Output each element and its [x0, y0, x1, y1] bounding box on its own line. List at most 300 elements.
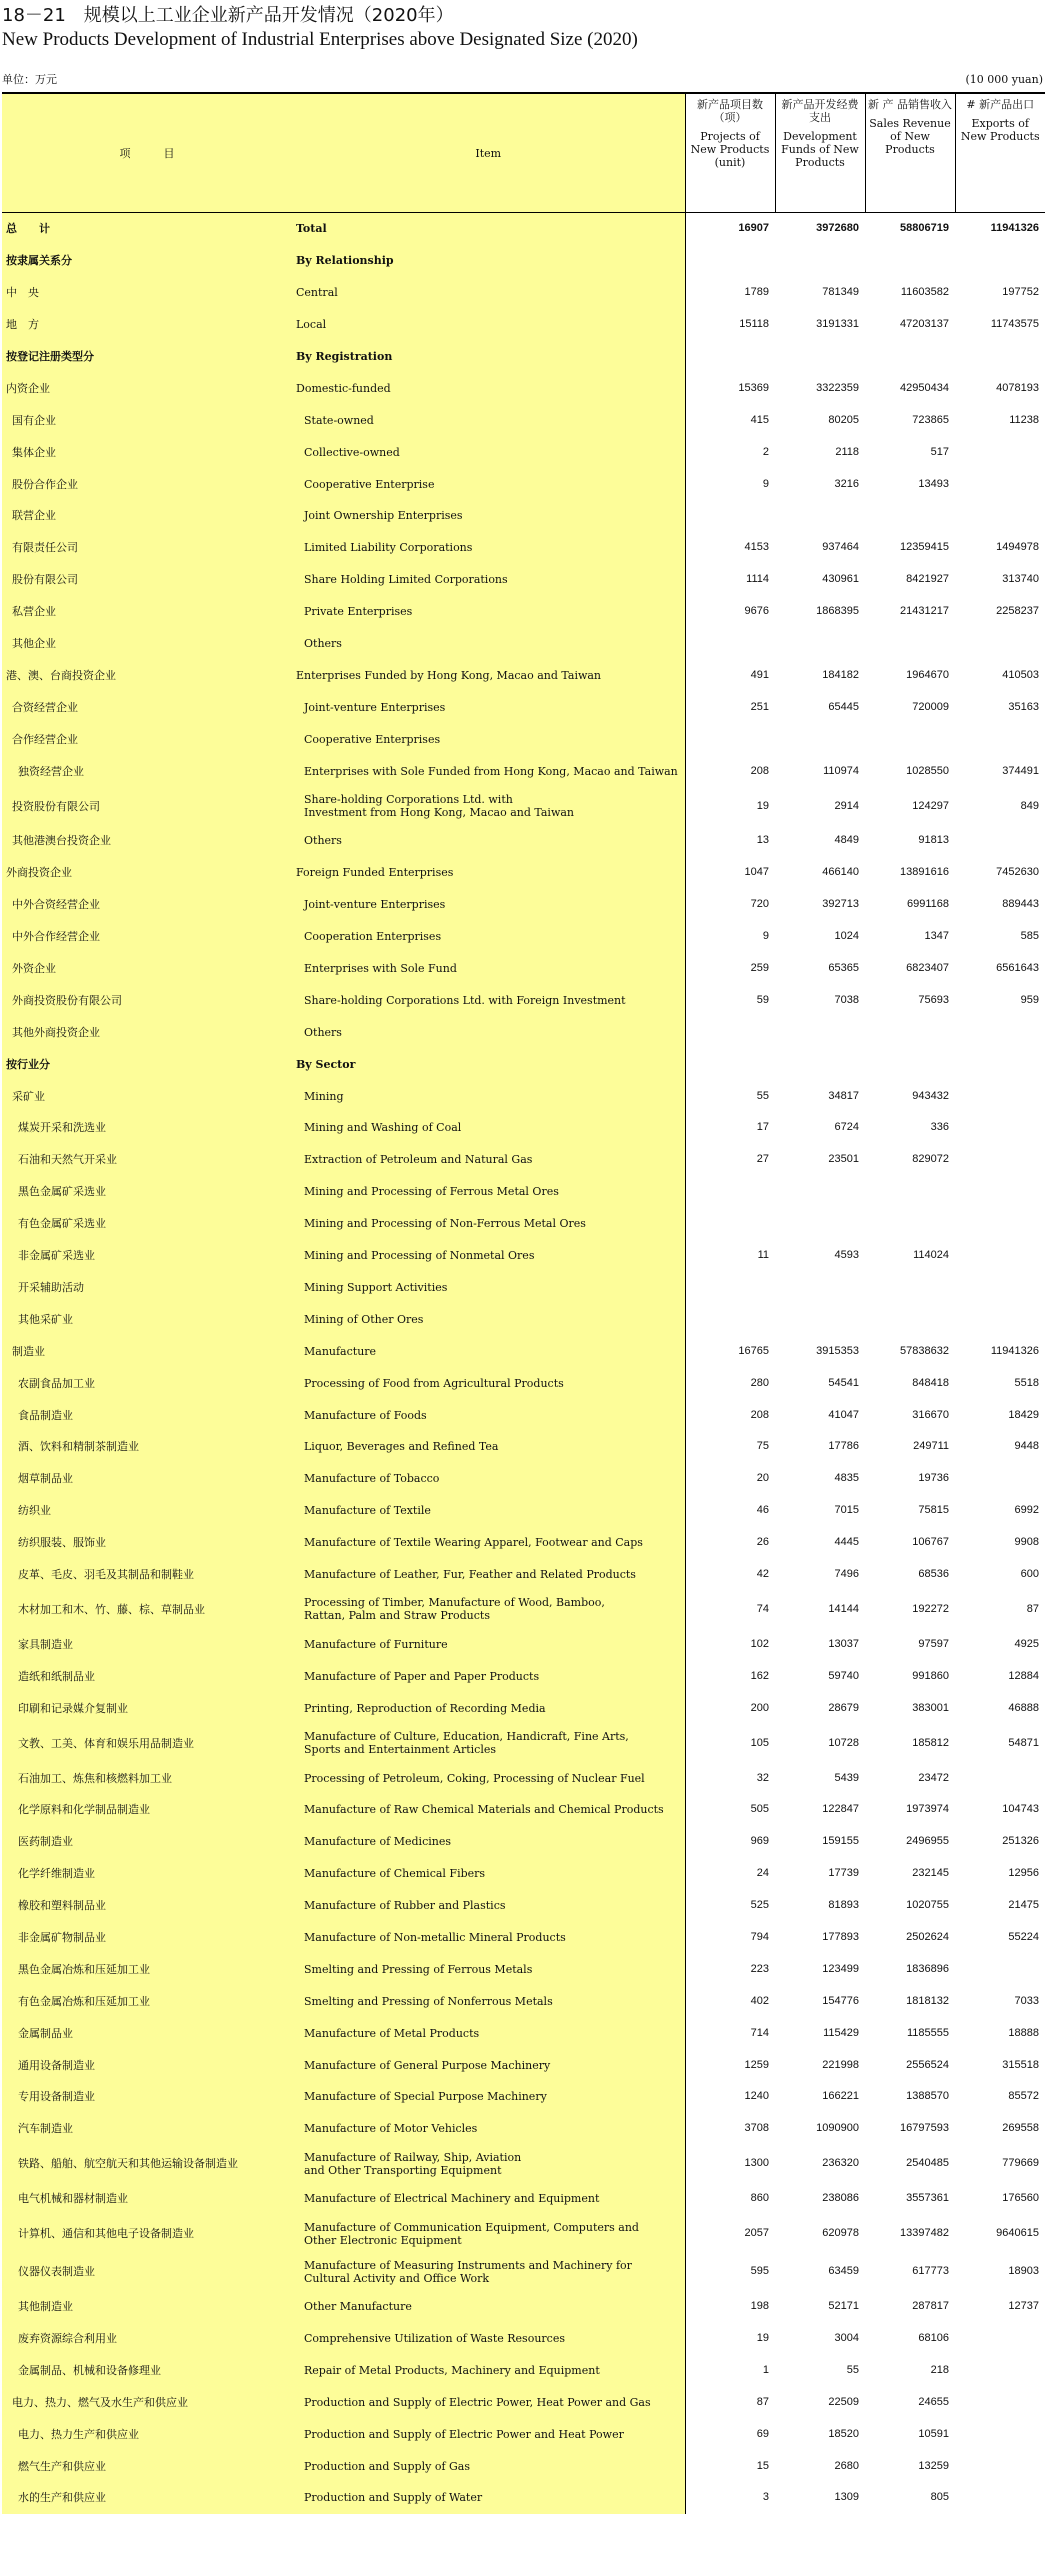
row-label-english: By Relationship	[292, 245, 685, 277]
projects-value: 102	[685, 1628, 775, 1660]
funds-value	[775, 1208, 865, 1240]
exports-value	[955, 628, 1045, 660]
row-label-english-line: Manufacture of Culture, Education, Handicraft, Fine Arts,	[304, 1730, 629, 1744]
table-row	[2, 213, 1045, 245]
row-label-english: Manufacture of Medicines	[292, 1826, 685, 1858]
projects-value: 969	[685, 1826, 775, 1858]
row-label-english: Manufacture of Textile	[292, 1495, 685, 1527]
exports-value	[955, 723, 1045, 755]
row-label-chinese: 合作经营企业	[2, 723, 292, 755]
exports-value	[955, 436, 1045, 468]
row-label-english: Mining Support Activities	[292, 1272, 685, 1304]
table-row	[2, 953, 1045, 985]
row-label-chinese: 纺织业	[2, 1495, 292, 1527]
table-row	[2, 2081, 1045, 2113]
revenue-value: 1836896	[906, 1962, 949, 1975]
funds-value: 7496	[834, 1567, 859, 1580]
funds-value: 1309	[834, 2491, 859, 2504]
projects-value: 208	[685, 755, 775, 787]
revenue-value: 106767	[912, 1536, 949, 1549]
table-row	[2, 404, 1045, 436]
revenue-value: 12359415	[900, 541, 949, 554]
exports-value	[955, 1272, 1045, 1304]
funds-value: 392713	[822, 898, 859, 911]
table-row	[2, 2017, 1045, 2049]
row-label-english-line: Manufacture of Railway, Ship, Aviation	[304, 2150, 522, 2164]
funds-value: 177893	[822, 1930, 859, 1943]
exports-value	[955, 1048, 1045, 1080]
projects-value: 259	[685, 953, 775, 985]
row-label-chinese: 纺织服装、服饰业	[2, 1527, 292, 1559]
table-header-row	[2, 93, 1045, 213]
row-label-english: Printing, Reproduction of Recording Media	[292, 1692, 685, 1724]
exports-value: 779669	[1002, 2157, 1039, 2170]
revenue-value	[865, 1048, 955, 1080]
row-label-chinese: 中外合资经营企业	[2, 889, 292, 921]
exports-value	[955, 1016, 1045, 1048]
projects-value: 505	[685, 1794, 775, 1826]
table-row	[2, 1463, 1045, 1495]
projects-value	[685, 1048, 775, 1080]
funds-value	[775, 1272, 865, 1304]
row-label-chinese: 印刷和记录媒介复制业	[2, 1692, 292, 1724]
funds-value	[775, 1176, 865, 1208]
exports-value: 374491	[1002, 764, 1039, 777]
exports-value	[955, 1176, 1045, 1208]
exports-value: 959	[1020, 993, 1039, 1006]
row-label-chinese: 非金属矿采选业	[2, 1240, 292, 1272]
revenue-value	[865, 1016, 955, 1048]
funds-value: 781349	[822, 286, 859, 299]
revenue-value: 23472	[918, 1771, 949, 1784]
row-label-chinese: 燃气生产和供应业	[2, 2450, 292, 2482]
row-label-chinese: 废弃资源综合利用业	[2, 2323, 292, 2355]
row-label-english	[292, 2253, 685, 2291]
row-label-chinese: 水的生产和供应业	[2, 2482, 292, 2514]
revenue-value: 517	[930, 445, 949, 458]
revenue-value: 336	[930, 1121, 949, 1134]
revenue-value: 58806719	[900, 222, 949, 235]
row-label-english: Others	[292, 825, 685, 857]
funds-value: 80205	[828, 413, 859, 426]
row-label-chinese: 其他港澳台投资企业	[2, 825, 292, 857]
header-projects: 新产品项目数（项） Projects of New Products (unit)	[685, 93, 775, 213]
exports-value: 12884	[1008, 1669, 1039, 1682]
funds-value: 55	[846, 2363, 859, 2376]
exports-value: 176560	[1002, 2192, 1039, 2205]
projects-value	[685, 1016, 775, 1048]
exports-value	[955, 825, 1045, 857]
row-label-english: Manufacture of Raw Chemical Materials and Chemical Products	[292, 1794, 685, 1826]
funds-value: 2118	[835, 445, 859, 458]
table-row	[2, 1335, 1045, 1367]
table-row	[2, 2113, 1045, 2145]
funds-value: 238086	[822, 2192, 859, 2205]
unit-label-english: (10 000 yuan)	[965, 73, 1043, 86]
row-label-english: Processing of Food from Agricultural Products	[292, 1367, 685, 1399]
row-label-chinese: 外商投资企业	[2, 857, 292, 889]
table-row	[2, 372, 1045, 404]
revenue-value: 68106	[918, 2331, 949, 2344]
row-label-chinese: 有限责任公司	[2, 532, 292, 564]
revenue-value: 16797593	[900, 2122, 949, 2135]
row-label-english	[292, 1590, 685, 1628]
projects-value: 491	[685, 659, 775, 691]
funds-value: 54541	[828, 1376, 859, 1389]
row-label-english-line: Manufacture of Measuring Instruments and Machinery for	[304, 2258, 632, 2272]
row-label-chinese: 文教、工美、体育和娱乐用品制造业	[2, 1724, 292, 1762]
revenue-value	[865, 500, 955, 532]
funds-value: 81893	[828, 1899, 859, 1912]
revenue-value: 218	[930, 2363, 949, 2376]
row-label-english: Manufacture of Paper and Paper Products	[292, 1660, 685, 1692]
row-label-english: Manufacture	[292, 1335, 685, 1367]
projects-value: 3	[685, 2482, 775, 2514]
revenue-value: 68536	[918, 1567, 949, 1580]
table-row	[2, 1890, 1045, 1922]
table-row	[2, 500, 1045, 532]
revenue-value: 723865	[912, 413, 949, 426]
row-label-english: Enterprises with Sole Fund	[292, 953, 685, 985]
projects-value	[685, 341, 775, 373]
funds-value: 4593	[834, 1249, 859, 1262]
table-row	[2, 2183, 1045, 2215]
row-label-chinese: 家具制造业	[2, 1628, 292, 1660]
row-label-chinese: 铁路、船舶、航空航天和其他运输设备制造业	[2, 2145, 292, 2183]
projects-value: 59	[685, 984, 775, 1016]
row-label-english	[292, 1724, 685, 1762]
revenue-value: 829072	[912, 1153, 949, 1166]
projects-value: 11	[685, 1240, 775, 1272]
revenue-value: 249711	[913, 1440, 949, 1453]
table-row	[2, 1399, 1045, 1431]
row-label-chinese: 电力、热力生产和供应业	[2, 2418, 292, 2450]
row-label-chinese: 股份合作企业	[2, 468, 292, 500]
row-label-english: Production and Supply of Gas	[292, 2450, 685, 2482]
exports-value: 87	[1026, 1602, 1039, 1615]
projects-value: 1	[685, 2354, 775, 2386]
revenue-value: 91813	[918, 834, 949, 847]
header-sales-revenue: 新 产 品销售收入 Sales Revenue of New Products	[865, 93, 955, 213]
projects-value: 9	[685, 468, 775, 500]
table-row	[2, 564, 1045, 596]
row-label-english: Local	[292, 309, 685, 341]
row-label-english: Joint Ownership Enterprises	[292, 500, 685, 532]
row-label-chinese: 仪器仪表制造业	[2, 2253, 292, 2291]
row-label-chinese: 国有企业	[2, 404, 292, 436]
row-label-english: Smelting and Pressing of Ferrous Metals	[292, 1953, 685, 1985]
projects-value: 280	[685, 1367, 775, 1399]
table-row	[2, 341, 1045, 373]
revenue-value: 124297	[912, 799, 949, 812]
table-row	[2, 2291, 1045, 2323]
row-label-chinese: 造纸和纸制品业	[2, 1660, 292, 1692]
projects-value	[685, 1303, 775, 1335]
exports-value: 35163	[1008, 700, 1039, 713]
exports-value	[955, 2418, 1045, 2450]
row-label-chinese: 按隶属关系分	[2, 245, 292, 277]
row-label-chinese: 其他制造业	[2, 2291, 292, 2323]
exports-value	[955, 500, 1045, 532]
row-label-english: Other Manufacture	[292, 2291, 685, 2323]
funds-value: 34817	[828, 1089, 859, 1102]
table-row	[2, 596, 1045, 628]
exports-value	[955, 1208, 1045, 1240]
funds-value: 2680	[834, 2459, 859, 2472]
row-label-chinese: 按登记注册类型分	[2, 341, 292, 373]
row-label-chinese: 皮革、毛皮、羽毛及其制品和制鞋业	[2, 1559, 292, 1591]
row-label-english-line: and Other Transporting Equipment	[304, 2163, 502, 2177]
exports-value: 410503	[1002, 668, 1039, 681]
new-products-table	[2, 92, 1045, 2514]
funds-value	[775, 341, 865, 373]
row-label-english: Manufacture of Rubber and Plastics	[292, 1890, 685, 1922]
row-label-english: Joint-venture Enterprises	[292, 889, 685, 921]
projects-value: 3708	[685, 2113, 775, 2145]
row-label-chinese: 化学原料和化学制品制造业	[2, 1794, 292, 1826]
revenue-value: 2540485	[906, 2157, 949, 2170]
table-row	[2, 2354, 1045, 2386]
revenue-value	[865, 1272, 955, 1304]
row-label-chinese: 橡胶和塑料制品业	[2, 1890, 292, 1922]
revenue-value: 316670	[912, 1408, 949, 1421]
funds-value: 4849	[834, 834, 859, 847]
row-label-english: Manufacture of Special Purpose Machinery	[292, 2081, 685, 2113]
row-label-english-line: Investment from Hong Kong, Macao and Taiwan	[304, 806, 574, 820]
exports-value	[955, 2450, 1045, 2482]
funds-value: 17739	[828, 1867, 859, 1880]
funds-value: 65445	[828, 700, 859, 713]
table-row	[2, 2145, 1045, 2183]
row-label-english: State-owned	[292, 404, 685, 436]
revenue-value: 19736	[918, 1472, 949, 1485]
revenue-value: 1020755	[906, 1899, 949, 1912]
projects-value: 794	[685, 1922, 775, 1954]
row-label-chinese: 烟草制品业	[2, 1463, 292, 1495]
row-label-chinese: 计算机、通信和其他电子设备制造业	[2, 2215, 292, 2253]
row-label-english: Manufacture of Furniture	[292, 1628, 685, 1660]
revenue-value	[865, 1208, 955, 1240]
row-label-chinese: 汽车制造业	[2, 2113, 292, 2145]
projects-value: 223	[685, 1953, 775, 1985]
projects-value: 1300	[685, 2145, 775, 2183]
projects-value: 9676	[685, 596, 775, 628]
unit-row	[2, 70, 1045, 90]
funds-value: 5439	[834, 1771, 859, 1784]
revenue-value: 3557361	[906, 2192, 949, 2205]
revenue-value: 991860	[912, 1669, 949, 1682]
row-label-english: Comprehensive Utilization of Waste Resources	[292, 2323, 685, 2355]
row-label-english: Limited Liability Corporations	[292, 532, 685, 564]
row-label-english: By Sector	[292, 1048, 685, 1080]
table-row	[2, 889, 1045, 921]
revenue-value: 1347	[924, 930, 949, 943]
row-label-english-line: Share-holding Corporations Ltd. with	[304, 793, 513, 807]
revenue-value: 232145	[912, 1867, 949, 1880]
row-label-chinese: 外资企业	[2, 953, 292, 985]
table-row	[2, 2323, 1045, 2355]
row-label-english: Manufacture of Leather, Fur, Feather and Related Products	[292, 1559, 685, 1591]
revenue-value: 617773	[912, 2265, 949, 2278]
table-row	[2, 1080, 1045, 1112]
row-label-english	[292, 2145, 685, 2183]
exports-value: 197752	[1002, 286, 1039, 299]
exports-value	[955, 1144, 1045, 1176]
row-label-english: Share-holding Corporations Ltd. with Foreign Investment	[292, 984, 685, 1016]
exports-value: 18888	[1008, 2026, 1039, 2039]
row-label-english: Manufacture of Tobacco	[292, 1463, 685, 1495]
exports-value: 54871	[1008, 1736, 1039, 1749]
projects-value: 105	[685, 1724, 775, 1762]
exports-value: 11941326	[990, 1344, 1039, 1357]
funds-value: 14144	[828, 1602, 859, 1615]
row-label-chinese: 农副食品加工业	[2, 1367, 292, 1399]
funds-value: 1090900	[816, 2122, 859, 2135]
projects-value: 1789	[685, 277, 775, 309]
table-row	[2, 1660, 1045, 1692]
exports-value: 18429	[1008, 1408, 1039, 1421]
row-label-english: Joint-venture Enterprises	[292, 691, 685, 723]
exports-value	[955, 468, 1045, 500]
header-item-chinese: 项 目	[2, 93, 292, 213]
table-row	[2, 277, 1045, 309]
exports-value	[955, 1240, 1045, 1272]
funds-value: 65365	[828, 962, 859, 975]
row-label-chinese: 独资经营企业	[2, 755, 292, 787]
revenue-value: 2556524	[906, 2058, 949, 2071]
row-label-english-line: Manufacture of Communication Equipment, Computers and	[304, 2220, 639, 2234]
table-row	[2, 755, 1045, 787]
row-label-english: Others	[292, 1016, 685, 1048]
projects-value: 1047	[685, 857, 775, 889]
row-label-english: Repair of Metal Products, Machinery and Equipment	[292, 2354, 685, 2386]
exports-value: 4925	[1014, 1637, 1039, 1650]
projects-value: 55	[685, 1080, 775, 1112]
revenue-value: 1964670	[906, 668, 949, 681]
row-label-english: Mining	[292, 1080, 685, 1112]
row-label-english	[292, 2215, 685, 2253]
projects-value: 208	[685, 1399, 775, 1431]
table-row	[2, 857, 1045, 889]
revenue-value: 943432	[912, 1089, 949, 1102]
row-label-english: Domestic-funded	[292, 372, 685, 404]
revenue-value: 114024	[913, 1249, 949, 1262]
table-row	[2, 1431, 1045, 1463]
table-row	[2, 1527, 1045, 1559]
funds-value: 166221	[822, 2090, 859, 2103]
funds-value: 22509	[828, 2395, 859, 2408]
exports-value	[955, 1080, 1045, 1112]
exports-value: 11941326	[990, 222, 1039, 235]
projects-value: 19	[685, 2323, 775, 2355]
exports-value: 9448	[1014, 1440, 1039, 1453]
projects-value: 720	[685, 889, 775, 921]
funds-value	[775, 245, 865, 277]
table-row	[2, 825, 1045, 857]
projects-value: 16765	[685, 1335, 775, 1367]
row-label-english: Manufacture of Electrical Machinery and Equipment	[292, 2183, 685, 2215]
row-label-chinese: 石油和天然气开采业	[2, 1144, 292, 1176]
exports-value	[955, 2482, 1045, 2514]
revenue-value: 287817	[912, 2300, 949, 2313]
funds-value	[775, 1303, 865, 1335]
projects-value	[685, 245, 775, 277]
exports-value	[955, 1112, 1045, 1144]
projects-value: 714	[685, 2017, 775, 2049]
projects-value	[685, 1176, 775, 1208]
projects-value: 27	[685, 1144, 775, 1176]
table-row	[2, 2418, 1045, 2450]
exports-value: 12956	[1008, 1867, 1039, 1880]
funds-value: 7015	[834, 1504, 859, 1517]
table-row	[2, 309, 1045, 341]
revenue-value: 24655	[918, 2395, 949, 2408]
projects-value: 595	[685, 2253, 775, 2291]
projects-value: 402	[685, 1985, 775, 2017]
row-label-english: Mining and Processing of Nonmetal Ores	[292, 1240, 685, 1272]
projects-value: 1114	[685, 564, 775, 596]
table-row	[2, 1590, 1045, 1628]
table-row	[2, 723, 1045, 755]
row-label-chinese: 非金属矿物制品业	[2, 1922, 292, 1954]
table-body	[2, 213, 1045, 2514]
row-label-english: Manufacture of General Purpose Machinery	[292, 2049, 685, 2081]
revenue-value: 2496955	[906, 1835, 949, 1848]
revenue-value: 21431217	[900, 605, 949, 618]
row-label-english: Cooperation Enterprises	[292, 921, 685, 953]
row-label-chinese: 医药制造业	[2, 1826, 292, 1858]
table-row	[2, 245, 1045, 277]
exports-value: 46888	[1008, 1701, 1039, 1714]
projects-value: 16907	[685, 213, 775, 245]
header-item-english: Item	[292, 93, 685, 213]
row-label-chinese: 中 央	[2, 277, 292, 309]
row-label-english	[292, 787, 685, 825]
funds-value: 122847	[822, 1803, 859, 1816]
row-label-chinese: 联营企业	[2, 500, 292, 532]
projects-value: 15369	[685, 372, 775, 404]
projects-value: 415	[685, 404, 775, 436]
row-label-english: Central	[292, 277, 685, 309]
table-title-chinese: 18－21 规模以上工业企业新产品开发情况（2020年）	[2, 5, 454, 26]
funds-value: 1868395	[816, 605, 859, 618]
row-label-english: Extraction of Petroleum and Natural Gas	[292, 1144, 685, 1176]
header-exports: # 新产品出口 Exports of New Products	[955, 93, 1045, 213]
funds-value: 52171	[828, 2300, 859, 2313]
exports-value	[955, 2386, 1045, 2418]
table-row	[2, 1953, 1045, 1985]
row-label-chinese: 通用设备制造业	[2, 2049, 292, 2081]
funds-value: 3322359	[816, 381, 859, 394]
exports-value: 85572	[1008, 2090, 1039, 2103]
funds-value: 236320	[822, 2157, 859, 2170]
revenue-value: 1818132	[906, 1994, 949, 2007]
row-label-english: Others	[292, 628, 685, 660]
exports-value	[955, 245, 1045, 277]
table-row	[2, 2253, 1045, 2291]
revenue-value: 42950434	[900, 381, 949, 394]
row-label-chinese: 集体企业	[2, 436, 292, 468]
row-label-english: Mining and Processing of Ferrous Metal Ores	[292, 1176, 685, 1208]
exports-value: 9908	[1014, 1536, 1039, 1549]
table-row	[2, 1826, 1045, 1858]
funds-value: 3191331	[816, 318, 859, 331]
revenue-value: 720009	[912, 700, 949, 713]
exports-value: 889443	[1002, 898, 1039, 911]
row-label-chinese: 煤炭开采和洗选业	[2, 1112, 292, 1144]
funds-value	[775, 723, 865, 755]
funds-value: 17786	[828, 1440, 859, 1453]
